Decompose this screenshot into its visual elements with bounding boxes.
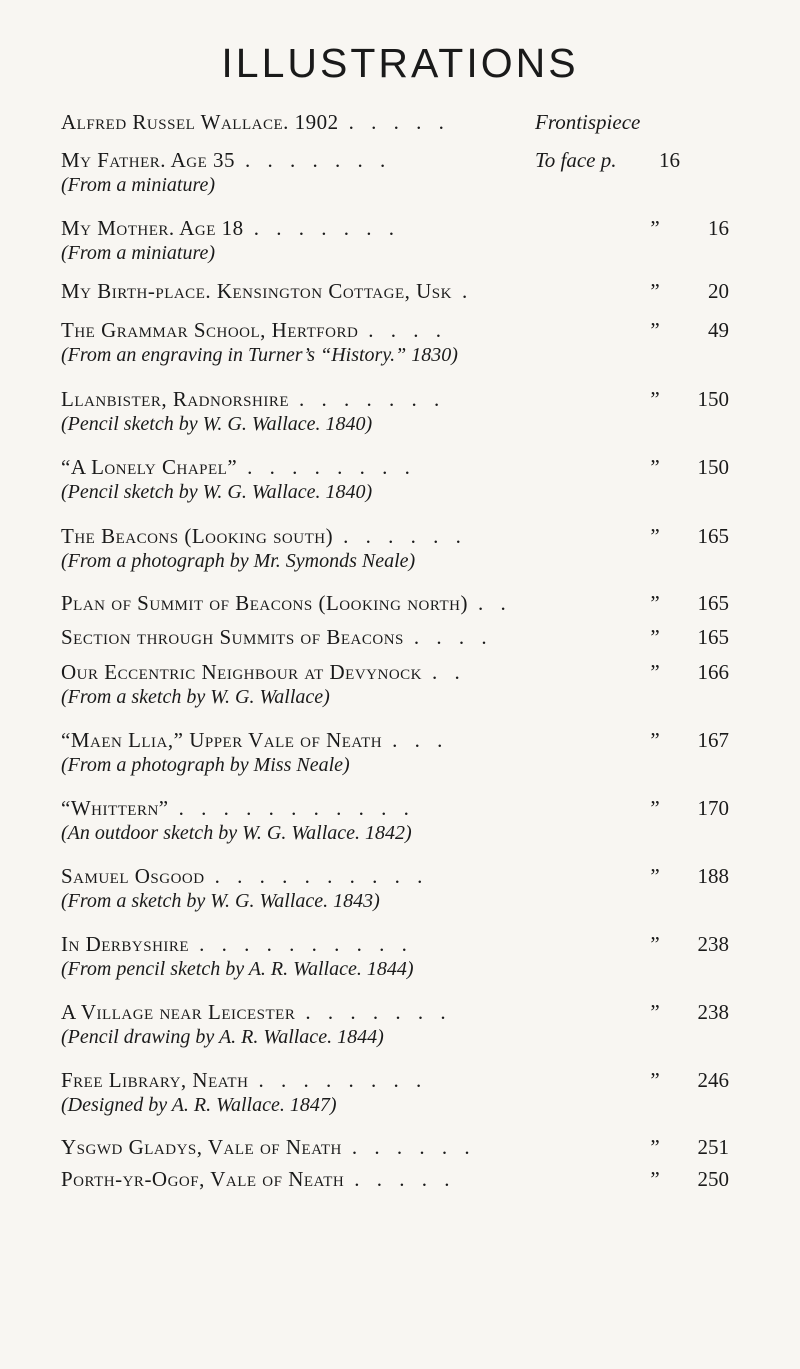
entry-reference (535, 110, 725, 135)
page-number: 165 (697, 524, 729, 548)
ditto-mark: ” (650, 591, 660, 615)
page-number: 170 (697, 796, 729, 820)
entry-caption: (From pencil sketch by A. R. Wallace. 1844) (61, 958, 414, 980)
illustration-entry (61, 524, 741, 580)
illustration-entry (61, 279, 741, 309)
entry-caption: (From a sketch by W. G. Wallace) (61, 686, 330, 708)
entry-row (61, 625, 741, 655)
illustration-entry (61, 148, 741, 204)
page-number: 165 (697, 625, 729, 649)
illustration-entry (61, 1068, 741, 1124)
entry-title: Samuel Osgood (61, 864, 205, 888)
entry-title: My Mother. Age 18 (61, 216, 244, 240)
entry-row (61, 591, 741, 621)
entry-title: Alfred Russel Wallace. 1902 (61, 110, 339, 134)
page-number: 49 (708, 318, 729, 342)
entry-caption: (From a sketch by W. G. Wallace. 1843) (61, 890, 380, 912)
dot-leader: . . (432, 660, 466, 684)
entry-caption: (From a photograph by Mr. Symonds Neale) (61, 550, 416, 572)
page-number: 165 (697, 591, 729, 615)
ditto-mark: ” (650, 279, 660, 303)
page-number: 150 (697, 387, 729, 411)
dot-leader: . . . . . (354, 1167, 456, 1191)
page-number: 150 (697, 455, 729, 479)
page-number: 238 (697, 1000, 729, 1024)
entry-row (61, 1167, 741, 1197)
dot-leader: . (461, 279, 474, 303)
illustration-entry (61, 387, 741, 443)
illustration-entry (61, 796, 741, 852)
dot-leader: . . . . . . (351, 1135, 476, 1159)
entry-title: My Father. Age 35 (61, 148, 236, 172)
illustration-entry (61, 728, 741, 784)
dot-leader: . . . . . . . . . . . (178, 796, 415, 820)
page-number: 167 (697, 728, 729, 752)
illustration-entry (61, 318, 741, 374)
illustration-entry (61, 932, 741, 988)
page-number: 20 (708, 279, 729, 303)
ditto-mark: ” (650, 1068, 660, 1092)
entry-title: A Village near Leicester (61, 1000, 296, 1024)
page-number: 238 (697, 932, 729, 956)
entry-title: “Whittern” (61, 796, 169, 820)
entry-title: Llanbister, Radnorshire (61, 387, 290, 411)
entry-title: Our Eccentric Neighbour at Devynock (61, 660, 422, 684)
entry-caption: (From a miniature) (61, 174, 216, 196)
entry-title: The Grammar School, Hertford (61, 318, 359, 342)
entry-caption: (From a photograph by Miss Neale) (61, 754, 350, 776)
entry-title: “Maen Llia,” Upper Vale of Neath (61, 728, 383, 752)
illustration-entry (61, 625, 741, 655)
dot-leader: . . . . (413, 625, 493, 649)
ditto-mark: ” (650, 1135, 660, 1159)
ditto-mark: ” (650, 216, 660, 240)
dot-leader: . . . . . . . (305, 1000, 452, 1024)
entry-title: The Beacons (Looking south) (61, 524, 334, 548)
entry-title: Plan of Summit of Beacons (Looking north) (61, 591, 468, 615)
dot-leader: . . . . . . . (299, 387, 446, 411)
page-number: 250 (697, 1167, 729, 1191)
page-heading: ILLUSTRATIONS (221, 40, 579, 86)
entry-caption: (Pencil drawing by A. R. Wallace. 1844) (61, 1026, 384, 1048)
entry-caption: (From an engraving in Turner’s “History.” 1830) (61, 344, 458, 366)
to-face-label: To face p. (535, 148, 617, 172)
illustration-entry (61, 1000, 741, 1056)
illustration-entry (61, 455, 741, 511)
dot-leader: . . . . . . . . (258, 1068, 428, 1092)
illustration-entry (61, 1167, 741, 1197)
dot-leader: . . . . . (348, 110, 450, 134)
entry-caption: (Pencil sketch by W. G. Wallace. 1840) (61, 413, 373, 435)
entry-caption: (Designed by A. R. Wallace. 1847) (61, 1094, 337, 1116)
illustration-entry (61, 216, 741, 272)
illustration-entry (61, 110, 741, 140)
ditto-mark: ” (650, 660, 660, 684)
ditto-mark: ” (650, 455, 660, 479)
ditto-mark: ” (650, 318, 660, 342)
dot-leader: . . . . . . . . . . (199, 932, 413, 956)
dot-leader: . . . . . . . . (247, 455, 416, 479)
page-number: 16 (659, 148, 680, 172)
entry-title: Ysgwd Gladys, Vale of Neath (61, 1135, 342, 1159)
ditto-mark: ” (650, 524, 660, 548)
dot-leader: . . . . (368, 318, 448, 342)
page-number: 251 (697, 1135, 729, 1159)
ditto-mark: ” (650, 625, 660, 649)
entry-title: Porth-yr-Ogof, Vale of Neath (61, 1167, 345, 1191)
entry-title: Free Library, Neath (61, 1068, 249, 1092)
ditto-mark: ” (650, 796, 660, 820)
ditto-mark: ” (650, 1000, 660, 1024)
entry-row (61, 1135, 741, 1165)
entry-caption: (From a miniature) (61, 242, 216, 264)
entry-row (61, 279, 741, 309)
entry-title: In Derbyshire (61, 932, 190, 956)
dot-leader: . . . . . . . (245, 148, 392, 172)
dot-leader: . . . . . . . (253, 216, 400, 240)
dot-leader: . . (477, 591, 512, 615)
entry-row (61, 110, 741, 140)
page-number: 166 (697, 660, 729, 684)
dot-leader: . . . (392, 728, 449, 752)
entry-title: Section through Summits of Beacons (61, 625, 404, 649)
entry-title: My Birth-place. Kensington Cottage, Usk (61, 279, 452, 303)
illustration-entry (61, 864, 741, 920)
entry-caption: (Pencil sketch by W. G. Wallace. 1840) (61, 481, 373, 503)
frontispiece-label: Frontispiece (535, 110, 641, 134)
page-number: 188 (697, 864, 729, 888)
dot-leader: . . . . . . . . . . (214, 864, 429, 888)
page-number: 246 (697, 1068, 729, 1092)
illustration-entry (61, 591, 741, 621)
illustration-entry (61, 1135, 741, 1165)
illustration-entry (61, 660, 741, 716)
ditto-mark: ” (650, 932, 660, 956)
ditto-mark: ” (650, 728, 660, 752)
dot-leader: . . . . . . (343, 524, 467, 548)
ditto-mark: ” (650, 387, 660, 411)
ditto-mark: ” (650, 1167, 660, 1191)
ditto-mark: ” (650, 864, 660, 888)
page-number: 16 (708, 216, 729, 240)
entry-caption: (An outdoor sketch by W. G. Wallace. 1842) (61, 822, 412, 844)
entry-title: “A Lonely Chapel” (61, 455, 238, 479)
